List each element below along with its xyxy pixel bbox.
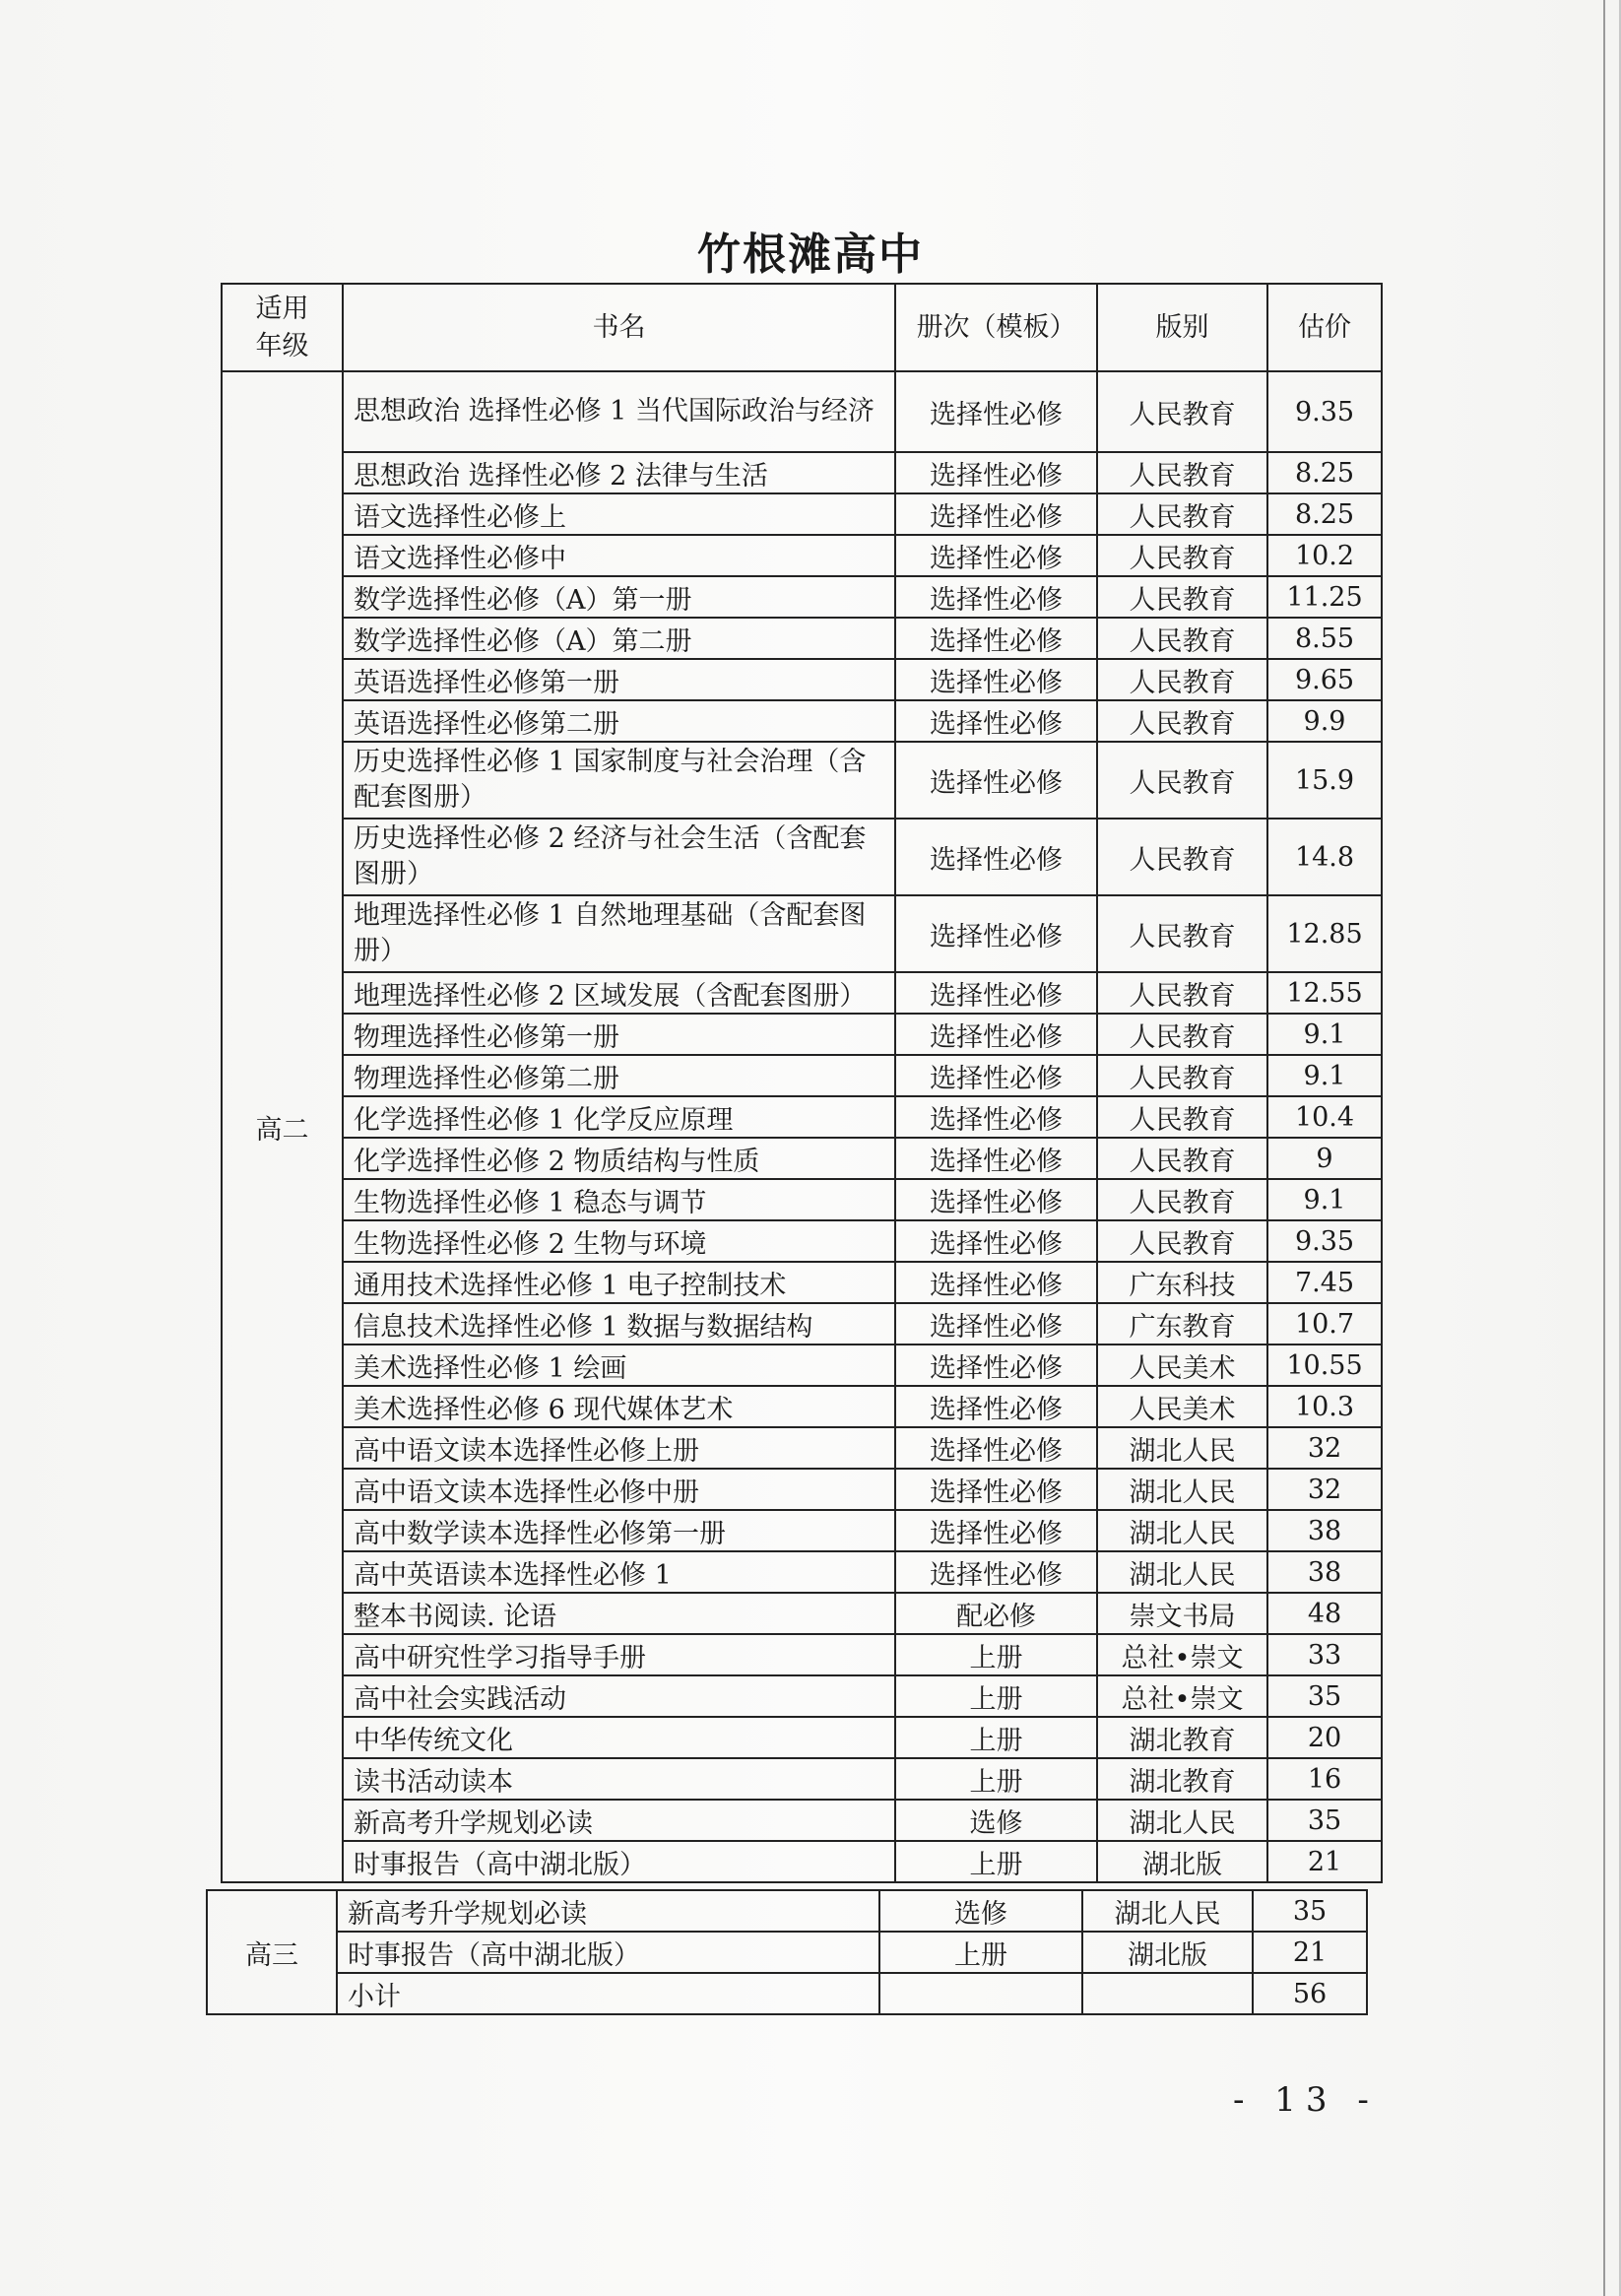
price-cell: 38: [1267, 1510, 1382, 1551]
volume-cell: 上册: [895, 1634, 1097, 1675]
book-name-cell: 物理选择性必修第一册: [343, 1014, 895, 1055]
table-row: [222, 700, 1382, 742]
book-name-cell: 高中数学读本选择性必修第一册: [343, 1510, 895, 1551]
table-row: [222, 452, 1382, 493]
price-cell: 9.65: [1267, 659, 1382, 700]
book-name-cell: 通用技术选择性必修 1 电子控制技术: [343, 1262, 895, 1303]
price-cell: 32: [1267, 1427, 1382, 1469]
book-name-cell: 生物选择性必修 1 稳态与调节: [343, 1179, 895, 1220]
publisher-cell: 人民教育: [1097, 659, 1267, 700]
book-name-cell: 新高考升学规划必读: [337, 1890, 879, 1932]
price-cell: 10.3: [1267, 1386, 1382, 1427]
price-cell: 12.85: [1267, 895, 1382, 972]
book-name-cell: 时事报告（高中湖北版）: [343, 1841, 895, 1882]
table-row: [222, 972, 1382, 1014]
price-cell: 10.2: [1267, 535, 1382, 576]
price-cell: 9.1: [1267, 1055, 1382, 1096]
table-row: [222, 659, 1382, 700]
volume-cell: 上册: [895, 1758, 1097, 1800]
volume-cell: 选择性必修: [895, 1303, 1097, 1345]
volume-cell: 选择性必修: [895, 618, 1097, 659]
volume-cell: 选择性必修: [895, 659, 1097, 700]
book-name-cell: 数学选择性必修（A）第二册: [343, 618, 895, 659]
book-name-cell: 语文选择性必修上: [343, 493, 895, 535]
book-name-cell: 物理选择性必修第二册: [343, 1055, 895, 1096]
book-name-cell: 高中研究性学习指导手册: [343, 1634, 895, 1675]
book-name-cell: 美术选择性必修 6 现代媒体艺术: [343, 1386, 895, 1427]
price-cell: 9.1: [1267, 1179, 1382, 1220]
publisher-cell: 广东教育: [1097, 1303, 1267, 1345]
table-row: [222, 1262, 1382, 1303]
volume-cell: 上册: [879, 1932, 1082, 1973]
volume-cell: [879, 1973, 1082, 2014]
table-row: [222, 1593, 1382, 1634]
publisher-cell: 湖北版: [1082, 1932, 1253, 1973]
table-row: [222, 493, 1382, 535]
table-row: [222, 1841, 1382, 1882]
textbook-table-grade3: [206, 1889, 1368, 2015]
book-name-cell: 小计: [337, 1973, 879, 2014]
volume-cell: 选择性必修: [895, 1386, 1097, 1427]
price-cell: 35: [1267, 1675, 1382, 1717]
price-cell: 33: [1267, 1634, 1382, 1675]
volume-cell: 上册: [895, 1717, 1097, 1758]
price-cell: 35: [1267, 1800, 1382, 1841]
publisher-cell: 人民教育: [1097, 742, 1267, 819]
volume-cell: 选择性必修: [895, 1551, 1097, 1593]
table-row: [222, 1138, 1382, 1179]
publisher-cell: 湖北教育: [1097, 1717, 1267, 1758]
table-row: [222, 1469, 1382, 1510]
volume-cell: 选择性必修: [895, 1138, 1097, 1179]
volume-cell: 配必修: [895, 1593, 1097, 1634]
volume-cell: 上册: [895, 1841, 1097, 1882]
table-row: [222, 1179, 1382, 1220]
publisher-cell: 湖北人民: [1082, 1890, 1253, 1932]
price-cell: 16: [1267, 1758, 1382, 1800]
book-name-cell: 英语选择性必修第一册: [343, 659, 895, 700]
price-cell: 20: [1267, 1717, 1382, 1758]
volume-cell: 选择性必修: [895, 700, 1097, 742]
table-row: [222, 576, 1382, 618]
book-name-cell: 思想政治 选择性必修 2 法律与生活: [343, 452, 895, 493]
volume-cell: 选择性必修: [895, 1510, 1097, 1551]
book-name-cell: 生物选择性必修 2 生物与环境: [343, 1220, 895, 1262]
price-cell: 21: [1253, 1932, 1367, 1973]
table-row: [222, 1345, 1382, 1386]
volume-cell: 选择性必修: [895, 1469, 1097, 1510]
book-name-cell: 美术选择性必修 1 绘画: [343, 1345, 895, 1386]
book-name-cell: 思想政治 选择性必修 1 当代国际政治与经济: [343, 371, 895, 452]
book-name-cell: 语文选择性必修中: [343, 535, 895, 576]
price-cell: 8.55: [1267, 618, 1382, 659]
publisher-cell: 湖北人民: [1097, 1800, 1267, 1841]
volume-cell: 选择性必修: [895, 1427, 1097, 1469]
book-name-cell: 中华传统文化: [343, 1717, 895, 1758]
volume-cell: 选择性必修: [895, 972, 1097, 1014]
table-row: [222, 1551, 1382, 1593]
publisher-cell: 人民教育: [1097, 1096, 1267, 1138]
table-row: [222, 742, 1382, 819]
table-row: [222, 895, 1382, 972]
book-name-cell: 历史选择性必修 2 经济与社会生活（含配套图册）: [343, 819, 895, 895]
price-cell: 15.9: [1267, 742, 1382, 819]
volume-cell: 选择性必修: [895, 1014, 1097, 1055]
volume-cell: 选择性必修: [895, 576, 1097, 618]
publisher-cell: 人民教育: [1097, 618, 1267, 659]
grade-cell: 高二: [222, 371, 343, 1882]
table-row: [222, 1800, 1382, 1841]
price-cell: 10.55: [1267, 1345, 1382, 1386]
publisher-cell: 湖北人民: [1097, 1427, 1267, 1469]
volume-cell: 选择性必修: [895, 1220, 1097, 1262]
publisher-cell: [1082, 1973, 1253, 2014]
book-name-cell: 历史选择性必修 1 国家制度与社会治理（含配套图册）: [343, 742, 895, 819]
publisher-cell: 人民教育: [1097, 576, 1267, 618]
header-price: 估价: [1267, 284, 1382, 371]
price-cell: 9.35: [1267, 371, 1382, 452]
price-cell: 9.35: [1267, 1220, 1382, 1262]
publisher-cell: 人民教育: [1097, 493, 1267, 535]
publisher-cell: 人民教育: [1097, 1014, 1267, 1055]
publisher-cell: 人民教育: [1097, 371, 1267, 452]
publisher-cell: 湖北人民: [1097, 1551, 1267, 1593]
book-name-cell: 地理选择性必修 1 自然地理基础（含配套图册）: [343, 895, 895, 972]
volume-cell: 选择性必修: [895, 819, 1097, 895]
publisher-cell: 人民教育: [1097, 972, 1267, 1014]
table-row: [222, 1386, 1382, 1427]
publisher-cell: 人民教育: [1097, 1138, 1267, 1179]
publisher-cell: 人民教育: [1097, 700, 1267, 742]
book-name-cell: 高中语文读本选择性必修中册: [343, 1469, 895, 1510]
scan-edge-line: [1603, 0, 1605, 2296]
table-row: [207, 1973, 1367, 2014]
volume-cell: 选修: [879, 1890, 1082, 1932]
volume-cell: 选择性必修: [895, 742, 1097, 819]
price-cell: 38: [1267, 1551, 1382, 1593]
volume-cell: 选择性必修: [895, 1179, 1097, 1220]
publisher-cell: 总社•崇文: [1097, 1634, 1267, 1675]
price-cell: 12.55: [1267, 972, 1382, 1014]
price-cell: 21: [1267, 1841, 1382, 1882]
publisher-cell: 人民教育: [1097, 1220, 1267, 1262]
price-cell: 9: [1267, 1138, 1382, 1179]
document-title: 竹根滩高中: [697, 230, 924, 280]
book-name-cell: 数学选择性必修（A）第一册: [343, 576, 895, 618]
volume-cell: 选择性必修: [895, 1262, 1097, 1303]
book-name-cell: 高中语文读本选择性必修上册: [343, 1427, 895, 1469]
publisher-cell: 人民美术: [1097, 1345, 1267, 1386]
price-cell: 14.8: [1267, 819, 1382, 895]
table-row: [222, 1427, 1382, 1469]
volume-cell: 选择性必修: [895, 1345, 1097, 1386]
table-row: [222, 1220, 1382, 1262]
table-row: [207, 1932, 1367, 1973]
price-cell: 11.25: [1267, 576, 1382, 618]
grade-cell: 高三: [207, 1890, 337, 2014]
table-row: [222, 371, 1382, 452]
table-row: [222, 1717, 1382, 1758]
book-name-cell: 时事报告（高中湖北版）: [337, 1932, 879, 1973]
table-row: [222, 1303, 1382, 1345]
volume-cell: 选择性必修: [895, 493, 1097, 535]
volume-cell: 选择性必修: [895, 535, 1097, 576]
header-name: 书名: [343, 284, 895, 371]
price-cell: 8.25: [1267, 452, 1382, 493]
header-publisher: 版别: [1097, 284, 1267, 371]
volume-cell: 选择性必修: [895, 1096, 1097, 1138]
table-row: [222, 535, 1382, 576]
volume-cell: 选择性必修: [895, 452, 1097, 493]
table-row: [222, 1055, 1382, 1096]
publisher-cell: 湖北版: [1097, 1841, 1267, 1882]
publisher-cell: 人民美术: [1097, 1386, 1267, 1427]
price-cell: 48: [1267, 1593, 1382, 1634]
table-row: [207, 1890, 1367, 1932]
book-name-cell: 化学选择性必修 1 化学反应原理: [343, 1096, 895, 1138]
book-name-cell: 英语选择性必修第二册: [343, 700, 895, 742]
price-cell: 9.1: [1267, 1014, 1382, 1055]
publisher-cell: 湖北人民: [1097, 1510, 1267, 1551]
table-row: [222, 1758, 1382, 1800]
price-cell: 56: [1253, 1973, 1367, 2014]
price-cell: 32: [1267, 1469, 1382, 1510]
price-cell: 9.9: [1267, 700, 1382, 742]
table-header-row: [222, 284, 1382, 371]
publisher-cell: 总社•崇文: [1097, 1675, 1267, 1717]
volume-cell: 选择性必修: [895, 371, 1097, 452]
book-name-cell: 读书活动读本: [343, 1758, 895, 1800]
table-row: [222, 618, 1382, 659]
page-number: - 13 -: [1233, 2080, 1379, 2120]
book-name-cell: 新高考升学规划必读: [343, 1800, 895, 1841]
volume-cell: 选修: [895, 1800, 1097, 1841]
publisher-cell: 人民教育: [1097, 819, 1267, 895]
book-name-cell: 高中社会实践活动: [343, 1675, 895, 1717]
price-cell: 10.7: [1267, 1303, 1382, 1345]
publisher-cell: 广东科技: [1097, 1262, 1267, 1303]
book-name-cell: 高中英语读本选择性必修 1: [343, 1551, 895, 1593]
volume-cell: 上册: [895, 1675, 1097, 1717]
publisher-cell: 人民教育: [1097, 535, 1267, 576]
price-cell: 10.4: [1267, 1096, 1382, 1138]
book-name-cell: 化学选择性必修 2 物质结构与性质: [343, 1138, 895, 1179]
publisher-cell: 湖北教育: [1097, 1758, 1267, 1800]
table-row: [222, 1510, 1382, 1551]
publisher-cell: 人民教育: [1097, 452, 1267, 493]
header-volume: 册次（模板）: [895, 284, 1097, 371]
volume-cell: 选择性必修: [895, 895, 1097, 972]
publisher-cell: 崇文书局: [1097, 1593, 1267, 1634]
book-name-cell: 整本书阅读. 论语: [343, 1593, 895, 1634]
price-cell: 35: [1253, 1890, 1367, 1932]
book-name-cell: 信息技术选择性必修 1 数据与数据结构: [343, 1303, 895, 1345]
price-cell: 7.45: [1267, 1262, 1382, 1303]
table-row: [222, 819, 1382, 895]
table-row: [222, 1634, 1382, 1675]
table-row: [222, 1675, 1382, 1717]
table-row: [222, 1096, 1382, 1138]
price-cell: 8.25: [1267, 493, 1382, 535]
publisher-cell: 人民教育: [1097, 1179, 1267, 1220]
table-row: [222, 1014, 1382, 1055]
publisher-cell: 人民教育: [1097, 895, 1267, 972]
publisher-cell: 湖北人民: [1097, 1469, 1267, 1510]
publisher-cell: 人民教育: [1097, 1055, 1267, 1096]
book-name-cell: 地理选择性必修 2 区域发展（含配套图册）: [343, 972, 895, 1014]
textbook-table: [221, 283, 1383, 1883]
volume-cell: 选择性必修: [895, 1055, 1097, 1096]
header-grade: 适用年级: [222, 284, 343, 371]
